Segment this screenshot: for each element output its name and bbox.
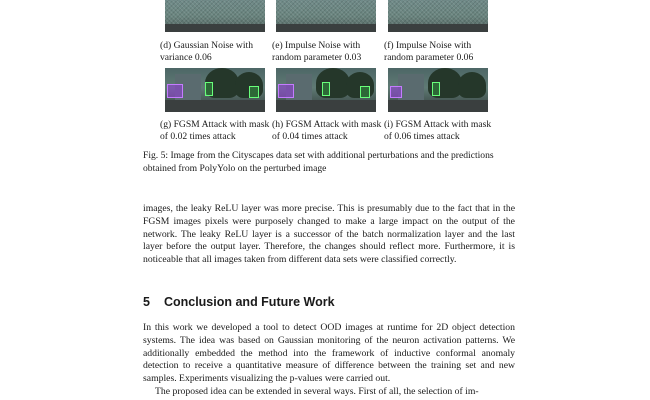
section-heading (143, 295, 335, 309)
figure-image-h (276, 68, 376, 112)
body-paragraph-2: In this work we developed a tool to detect OOD images at runtime for 2D object detection systems. The idea was based on Gaussian monitoring of the neuron activation patterns. We additionally embedded the method into the framework of inductive conformal anomaly detection to receive a quantitative measure of difference between the training set and new samples. Experiments visualizing the p-values were carried out. (143, 322, 515, 385)
subcaption-i: (i) FGSM Attack with mask of 0.06 times attack (384, 119, 492, 142)
subcaption-d: (d) Gaussian Noise with variance 0.06 (160, 40, 253, 63)
subcaption-f: (f) Impulse Noise with random parameter 0.06 (384, 40, 474, 63)
section-title: Conclusion and Future Work (163, 295, 335, 309)
subcaption-h: (h) FGSM Attack with mask of 0.04 times attack (272, 119, 382, 142)
figure-image-g (165, 68, 265, 112)
figure-image-d (165, 0, 265, 32)
body-paragraph-1: images, the leaky ReLU layer was more precise. This is presumably due to the fact that in the FGSM images pixels were purposely changed to make a large impact on the output of the network. The leaky ReLU layer is a successor of the batch normalization layer and the last layer before the output layer. Therefore, the changes should reflect more. Furthermore, it is noticeable that all images taken from different data sets were classified correctly. (143, 203, 515, 266)
figure-caption: Fig. 5: Image from the Cityscapes data set with additional perturbations and the predictions obtained from PolyYolo on the perturbed image (143, 150, 494, 174)
figure-image-f (388, 0, 488, 32)
figure-image-i (388, 68, 488, 112)
section-number: 5 (143, 295, 150, 309)
body-paragraph-3: The proposed idea can be extended in several ways. First of all, the selection of im- (155, 386, 479, 397)
figure-image-e (276, 0, 376, 32)
subcaption-e: (e) Impulse Noise with random parameter 0.03 (272, 40, 362, 63)
subcaption-g: (g) FGSM Attack with mask of 0.02 times attack (160, 119, 270, 142)
